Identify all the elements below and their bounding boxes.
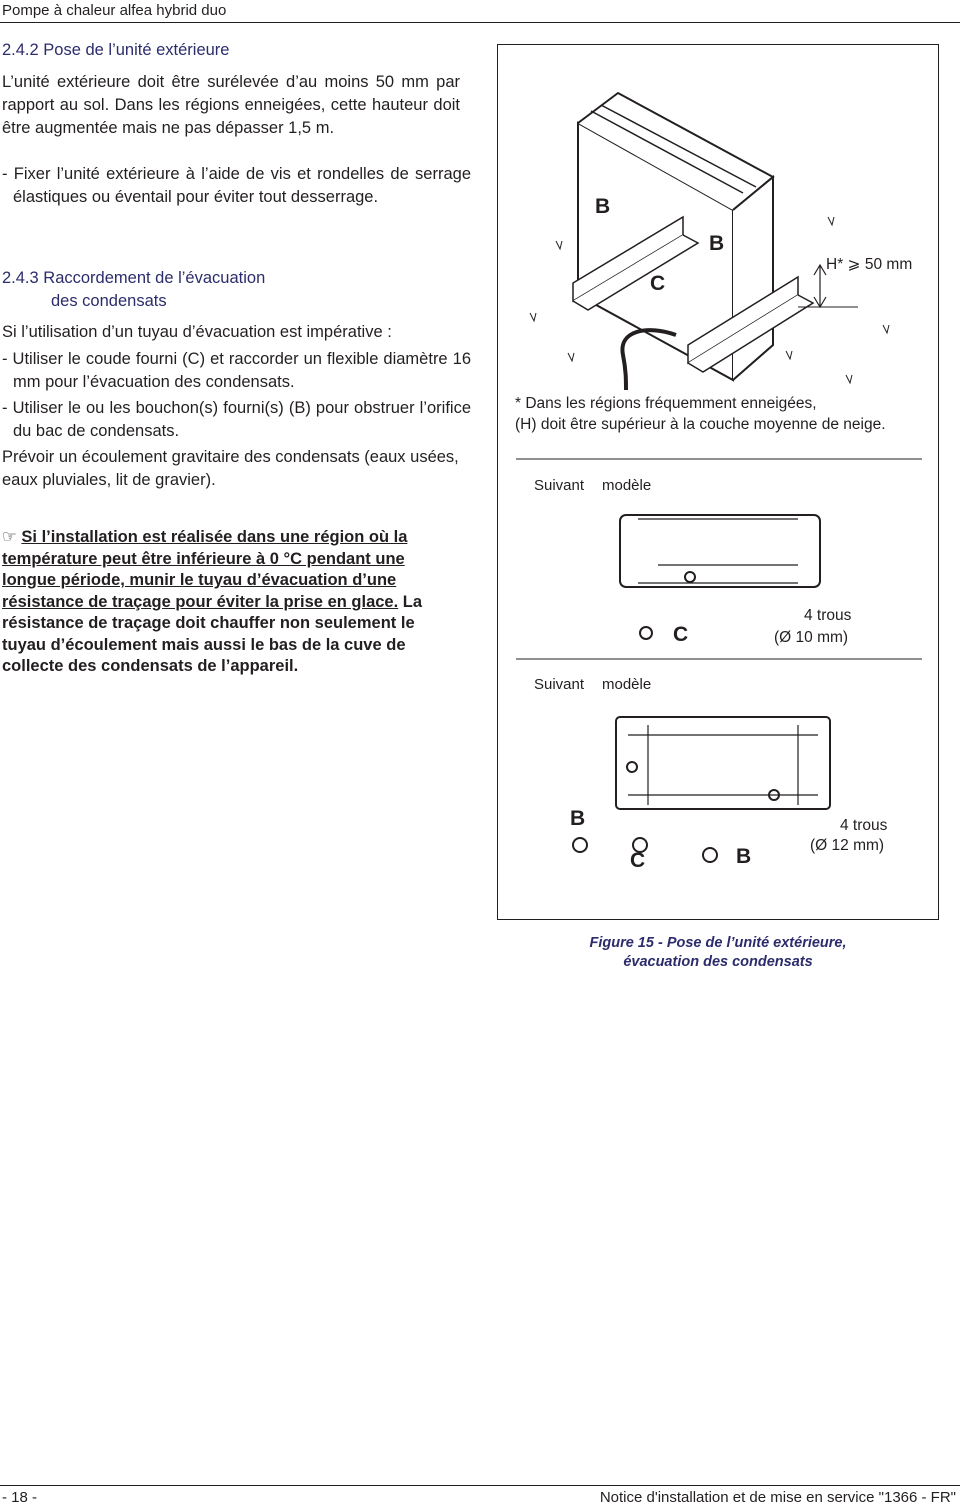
frost-note xyxy=(2,527,462,678)
variant2-modele: modèle xyxy=(602,676,652,693)
footnote-line2: (H) doit être supérieur à la couche moyenne de neige. xyxy=(515,416,886,433)
section-242-heading: 2.4.2 Pose de l’unité extérieure xyxy=(2,41,230,59)
section-243-paragraph: Prévoir un écoulement gravitaire des condensats (eaux usées, eaux pluviales, lit de gravier). xyxy=(2,448,459,489)
figure-caption xyxy=(497,934,939,972)
height-symbol: ⩾ xyxy=(847,256,861,273)
section-243-heading-line2: des condensats xyxy=(51,292,167,310)
figure-frame xyxy=(497,44,939,920)
height-label xyxy=(826,255,912,274)
footnote-line1: * Dans les régions fréquemment enneigées, xyxy=(515,395,817,412)
frost-note-rest: La résistance de traçage doit chauffer non seulement le tuyau d’écoulement mais aussi le bas de la cuve de collecte des condensats de l’appareil. xyxy=(2,592,423,675)
height-value: 50 mm xyxy=(864,256,913,273)
frost-note-underlined: Si l’installation est réalisée dans une région où la température peut être inférieure à 0 °C pendant une longue période, munir le tuyau d’évacuation d’une résistance de traçage pour éviter la prise en glace. xyxy=(2,528,408,611)
height-name: H* xyxy=(826,256,844,273)
variant1-modele: modèle xyxy=(602,477,652,494)
variant2-label-b-right: B xyxy=(736,845,752,868)
variant2-suivant: Suivant xyxy=(534,676,585,693)
caption-line1: Figure 15 - Pose de l’unité extérieure, xyxy=(589,935,847,951)
variant1-label-c: C xyxy=(673,623,689,646)
footer-rule xyxy=(0,1485,960,1486)
page-number: - 18 - xyxy=(2,1489,38,1506)
variant2-label-b-left: B xyxy=(570,807,586,830)
section-243-bullet-1: - Utiliser le coude fourni (C) et raccorder un flexible diamètre 16 mm pour l’évacuation des condensats. xyxy=(2,350,471,391)
pointing-hand-icon: ☞ xyxy=(2,528,22,546)
section-242-bullet: - Fixer l’unité extérieure à l’aide de vis et rondelles de serrage élastiques ou éventail pour éviter tout desserrage. xyxy=(2,165,471,206)
label-c-top: C xyxy=(650,272,666,295)
running-header: Pompe à chaleur alfea hybrid duo xyxy=(2,2,227,19)
section-243-bullet-2: - Utiliser le ou les bouchon(s) fourni(s) (B) pour obstruer l’orifice du bac de condensats. xyxy=(2,399,471,440)
variant2-diameter: (Ø 12 mm) xyxy=(810,837,885,854)
variant1-suivant: Suivant xyxy=(534,477,585,494)
variant2-label-c: C xyxy=(630,849,646,872)
document-title: Notice d'installation et de mise en service "1366 - FR" xyxy=(599,1489,956,1506)
footnote-star: * xyxy=(515,395,522,412)
variant1-holes: 4 trous xyxy=(804,607,852,624)
label-b-top: B xyxy=(595,195,611,218)
variant2-holes: 4 trous xyxy=(840,817,888,834)
section-243-heading-line1: 2.4.3 Raccordement de l’évacuation xyxy=(2,269,266,287)
section-243-intro: Si l’utilisation d’un tuyau d’évacuation est impérative : xyxy=(2,323,392,341)
variant1-diameter: (Ø 10 mm) xyxy=(774,629,849,646)
section-242-paragraph: L’unité extérieure doit être surélevée d’au moins 50 mm par rapport au sol. Dans les régions enneigées, cette hauteur doit être augmentée mais ne pas dépasser 1,5 m. xyxy=(2,73,460,137)
header-rule xyxy=(0,22,960,23)
section-243-heading xyxy=(2,267,460,313)
label-b-side: B xyxy=(709,232,725,255)
caption-line2: évacuation des condensats xyxy=(623,954,813,970)
